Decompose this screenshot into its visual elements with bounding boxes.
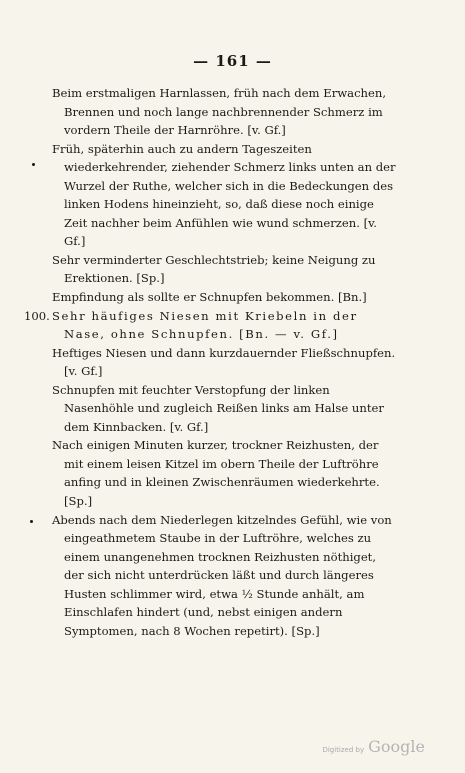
symptom-entry — [52, 251, 397, 288]
symptom-text: Empfindung als sollte er Schnupfen bekommen. [Bn.] — [52, 290, 367, 305]
symptom-entry — [52, 84, 397, 140]
watermark-prefix: Digitized by — [322, 746, 365, 754]
symptom-text: Heftiges Niesen und dann kurzdauernder Fließschnupfen. [v. Gf.] — [52, 345, 396, 379]
symptom-entry-numbered — [24, 307, 397, 344]
page-number: — 161 — — [193, 52, 272, 70]
symptom-text: Schnupfen mit feuchter Verstopfung der linken Nasenhöhle und zugleich Reißen links am Halse unter dem Kinnbacken. [v. Gf.] — [52, 382, 384, 434]
symptom-entry — [52, 344, 397, 381]
symptom-text: Nach einigen Minuten kurzer, trockner Reizhusten, der mit einem leisen Kitzel im obern Theile der Luftröhre anfing und in kleinen Zwischenräumen wiederkehrte. [Sp.] — [52, 438, 380, 509]
google-watermark — [322, 737, 425, 756]
symptom-entry — [52, 436, 397, 510]
symptom-text: Sehr verminderter Geschlechtstrieb; keine Neigung zu Erektionen. [Sp.] — [52, 252, 376, 286]
page-body — [24, 84, 397, 640]
margin-dot — [30, 520, 33, 523]
symptom-entry — [52, 140, 397, 251]
symptom-entry — [52, 511, 397, 641]
google-logo: Google — [368, 737, 425, 756]
margin-dot — [32, 163, 35, 166]
symptom-text: Abends nach dem Niederlegen kitzelndes Gefühl, wie von eingeathmetem Staube in der Luftröhre, welches zu einem unangenehmen trocknen Reizhusten nöthiget, der sich nicht unterdrücken läßt und durch längeres Husten schlimmer wird, etwa ½ Stunde anhält, am Einschlafen hindert (und, nebst einigen andern Symptomen, nach 8 Wochen repetirt). [Sp.] — [52, 512, 392, 638]
symptom-number: 100. — [24, 308, 50, 323]
symptom-text: Früh, späterhin auch zu andern Tageszeiten wiederkehrender, ziehender Schmerz links unten an der Wurzel der Ruthe, welcher sich in die Bedeckungen des linken Hodens hineinzieht, so, daß diese noch einige Zeit nachher beim Anfühlen wie wund schmerzen. [v. Gf.] — [52, 141, 396, 249]
symptom-entry — [52, 381, 397, 437]
symptom-entry — [52, 288, 397, 307]
symptom-text: Beim erstmaligen Harnlassen, früh nach dem Erwachen, Brennen und noch lange nachbrennender Schmerz im vordern Theile der Harnröhre. [v. Gf.] — [52, 86, 387, 138]
symptom-text: Sehr häufiges Niesen mit Kriebeln in der Nase, ohne Schnupfen. [Bn. — v. Gf.] — [52, 308, 358, 342]
